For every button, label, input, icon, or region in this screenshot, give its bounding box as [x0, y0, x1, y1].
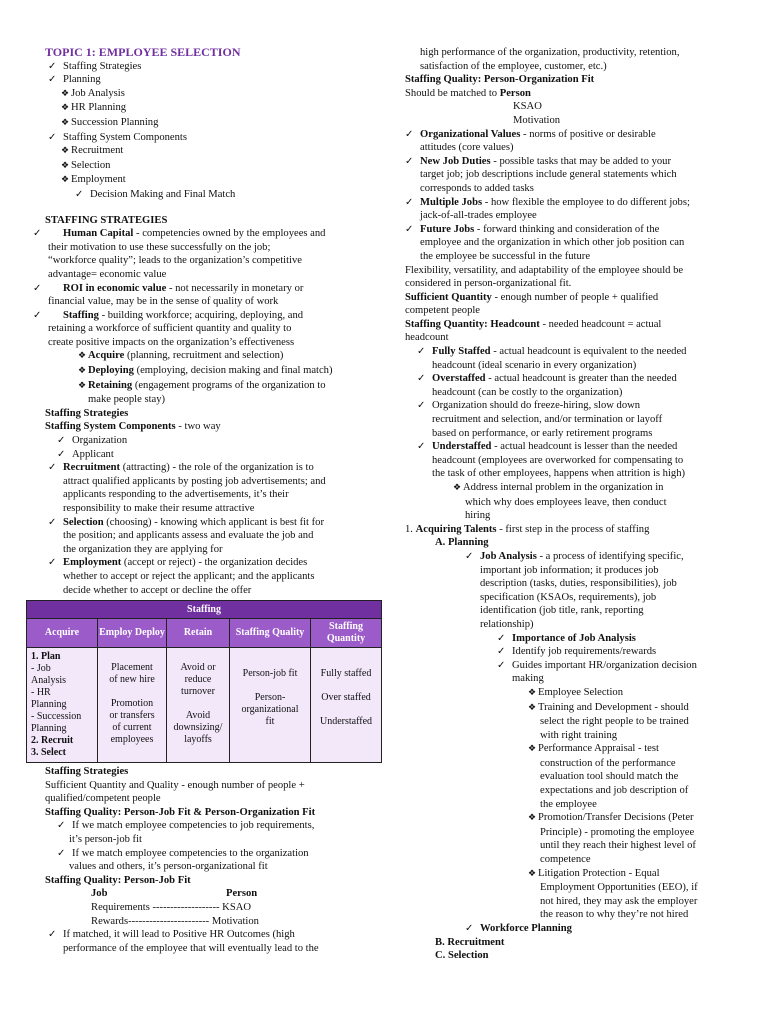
future-jobs-item: ✓ Future Jobs - forward thinking and consideration of the employee and the organization in which other job position can the employee be successful in the future	[405, 223, 723, 264]
new-duties-item: ✓ New Job Duties - possible tasks that may be added to your target job; job descriptions include general statements which corresponds to added tasks	[405, 155, 723, 196]
components-heading-2: Staffing System Components - two way	[45, 421, 221, 433]
outline-component-item: ❖ Employment	[61, 173, 363, 188]
left-lower	[45, 765, 363, 955]
selection-item: ✓ Selection (choosing) - knowing which applicant is best fit for the position; and applicants assess and evaluate the job and the organization they are applying for	[48, 516, 363, 557]
strategies-heading: STAFFING STRATEGIES	[45, 214, 168, 226]
left-column	[45, 0, 363, 597]
component-organization: ✓ Organization	[57, 434, 363, 448]
uses-list: ❖ Employee Selection ❖ Training and Development - should select the right people to be trained with right training ❖ Performance Appraisal - test construction of the performance evaluation tool should match the expectations and job description of the employee ❖ Promotion/Transfer Decisions (Peter Principle) - promoting the employee until they reach their highest level of competence ❖ Litigation Protection - Equal Employment Opportunities (EEO), if not hired, they may ask the employer the reason to why they’re not hired	[528, 686, 723, 922]
recruitment-label: B. Recruitment	[435, 936, 505, 948]
selection-label: C. Selection	[435, 950, 489, 962]
quality-heading: Staffing Quality: Person-Job Fit & Person-Organization Fit	[45, 806, 316, 818]
human-capital-item: ✓ Human Capital - competencies owned by the employees and their motivation to use these successfully on the job; “workforce quality”; leads to the organization’s competitive advantage= economic value	[48, 227, 363, 281]
pj-rew-row: Rewards----------------------- Motivation	[91, 915, 259, 927]
ksao: KSAO	[513, 101, 542, 113]
quality-strategies-heading: Staffing Strategies	[45, 766, 129, 777]
deploying-item: ❖ Deploying (employing, decision making and final match)	[78, 364, 363, 379]
identify-item: ✓ Identify job requirements/rewards	[497, 645, 723, 659]
outline-planning-item: ❖ HR Planning	[61, 101, 363, 116]
multiple-jobs-item: ✓ Multiple Jobs - how flexible the employee to do different jobs; jack-of-all-trades employee	[405, 196, 723, 223]
outline-planning-item: ❖ Job Analysis	[61, 87, 363, 102]
sufficient-quantity: Sufficient Quantity - enough number of people + qualified	[405, 291, 659, 303]
org-values-item: ✓ Organizational Values - norms of positive or desirable attitudes (core values)	[405, 128, 723, 155]
po-heading: Staffing Quality: Person-Organization Fit	[405, 74, 595, 86]
cont-line: satisfaction of the employee, customer, etc.)	[420, 60, 607, 72]
outline-decision: ✓ Decision Making and Final Match	[75, 188, 363, 202]
outline-staffing-strategies: ✓ Staffing Strategies	[48, 60, 363, 74]
table-cell-retain: Avoid or reduce turnover Avoid downsizing/ layoffs	[167, 648, 230, 763]
employment-item: ✓ Employment (accept or reject) - the organization decides whether to accept or reject the applicant; and the applicants decide whether to accept or decline the offer	[48, 556, 363, 597]
if-match-org: ✓ If we match employee competencies to the organization values and others, it’s person-organizational fit	[57, 847, 363, 874]
staffing-table	[26, 600, 382, 763]
table-header: Employ Deploy	[98, 619, 167, 648]
retaining-cont: make people stay)	[88, 394, 166, 406]
workforce-planning: ✓ Workforce Planning	[465, 922, 723, 936]
planning-label: A. Planning	[435, 537, 489, 549]
retaining-item: ❖ Retaining (engagement programs of the organization to	[78, 379, 363, 394]
address-item: ❖ Address internal problem in the organization in which why does employees leave, then conduct hiring	[453, 481, 723, 523]
guides-item: ✓ Guides important HR/organization decision making	[497, 659, 723, 686]
pj-labels: Job Person	[91, 888, 258, 900]
quantity-line: Sufficient Quantity and Quality - enough number of people +	[45, 779, 305, 791]
component-applicant: ✓ Applicant	[57, 448, 363, 462]
motivation: Motivation	[513, 114, 561, 126]
table-row	[27, 648, 382, 763]
recruitment-item: ✓ Recruitment (attracting) - the role of the organization is to attract qualified applicants by posting job advertisements; and applicants responding to the advertisements, it’s their responsibility to make their resume attractive	[48, 461, 363, 515]
topic-title: TOPIC 1: EMPLOYEE SELECTION	[45, 45, 241, 59]
overstaffed-item: ✓ Overstaffed - actual headcount is greater than the needed headcount (can be costly to the organization)	[417, 372, 723, 399]
outline-planning-item: ❖ Succession Planning	[61, 116, 363, 131]
table-cell-quality: Person-job fit Person- organizational fit	[230, 648, 311, 763]
table-cell-employ: Placement of new hire Promotion or transfers of current employees	[98, 648, 167, 763]
table-title: Staffing	[27, 601, 382, 619]
outline-planning: ✓ Planning	[48, 73, 363, 87]
outline-component-item: ❖ Recruitment	[61, 144, 363, 159]
acquiring-talents: 1. Acquiring Talents - first step in the process of staffing	[405, 523, 650, 535]
importance-item: ✓ Importance of Job Analysis	[497, 632, 723, 646]
understaffed-item: ✓ Understaffed - actual headcount is lesser than the needed headcount (employees are overworked for compensating to the task of other employees, happens when attrition is high)	[417, 440, 723, 481]
quantity-line: qualified/competent people	[45, 793, 161, 805]
table-cell-acquire: 1. Plan - Job Analysis - HR Planning - Succession Planning 2. Recruit 3. Select	[27, 648, 98, 763]
pj-req-row: Requirements ------------------- KSAO	[91, 901, 252, 913]
sufficient-quantity-cont: competent people	[405, 305, 481, 317]
table-cell-quantity: Fully staffed Over staffed Understaffed	[311, 648, 382, 763]
job-analysis-item: ✓ Job Analysis - a process of identifying specific, important job information; it produces job description (tasks, duties, responsibilities), job specification (KSAOs, requirements), job identification (job title, rank, reporting relationship)	[465, 550, 723, 632]
if-match-job: ✓ If we match employee competencies to job requirements, it’s person-job fit	[57, 819, 363, 846]
organization-action-item: ✓ Organization should do freeze-hiring, slow down recruitment and selection, and/or termination or layoff based on performance, or early retirement programs	[417, 399, 723, 440]
fully-staffed-item: ✓ Fully Staffed - actual headcount is equivalent to the needed headcount (ideal scenario in every organization)	[417, 345, 723, 372]
table-header: Retain	[167, 619, 230, 648]
staffing-item: ✓ Staffing - building workforce; acquiring, deploying, and retaining a workforce of sufficient quantity and quality to create positive impacts on the organization’s effectiveness	[48, 309, 363, 350]
acquire-item: ❖ Acquire (planning, recruitment and selection)	[78, 349, 363, 364]
table-header: Staffing Quantity	[311, 619, 382, 648]
cont-line: high performance of the organization, productivity, retention,	[420, 47, 680, 58]
table-header: Staffing Quality	[230, 619, 311, 648]
outline-component-item: ❖ Selection	[61, 159, 363, 174]
components-heading-1: Staffing Strategies	[45, 407, 129, 419]
outline-components: ✓ Staffing System Components	[48, 131, 363, 145]
matched-to-line: Should be matched to Person	[405, 87, 531, 99]
table-header: Acquire	[27, 619, 98, 648]
flex-line: Flexibility, versatility, and adaptability of the employee should be	[405, 264, 684, 276]
headcount-heading: Staffing Quantity: Headcount - needed headcount = actual	[405, 318, 662, 330]
pj-heading: Staffing Quality: Person-Job Fit	[45, 874, 191, 886]
flex-line: considered in person-organizational fit.	[405, 278, 572, 290]
roi-item: ✓ ROI in economic value - not necessarily in monetary or financial value, may be in the sense of quality of work	[48, 282, 363, 309]
headcount-cont: headcount	[405, 332, 449, 344]
right-column	[405, 0, 723, 963]
matched-item: ✓ If matched, it will lead to Positive HR Outcomes (high performance of the employee that will eventually lead to the	[48, 928, 363, 955]
